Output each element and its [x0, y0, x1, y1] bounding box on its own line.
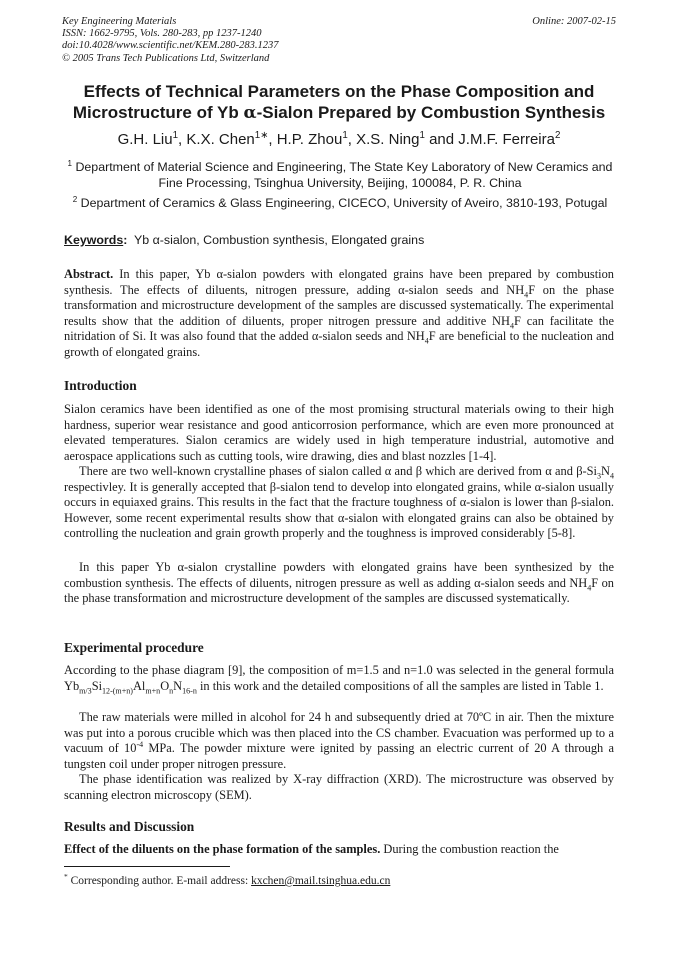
footnote-mark: * — [64, 872, 68, 882]
abstract-sub-2: 4 — [509, 320, 514, 330]
exp-p2-sup: -4 — [136, 739, 144, 749]
experimental-heading: Experimental procedure — [64, 640, 204, 655]
exp-p1-s1: m/3 — [79, 685, 92, 695]
issn-line: ISSN: 1662-9795, Vols. 280-283, pp 1237-1240 — [62, 28, 262, 40]
affiliation-2-num: 2 — [72, 194, 78, 204]
sep-1: , — [178, 131, 187, 148]
intro-p2-sub1: 3 — [596, 471, 602, 481]
author-1-affil: 1 — [172, 130, 179, 141]
keywords-text: Yb α-sialon, Combustion synthesis, Elongated grains — [134, 233, 425, 247]
title-line-2 — [40, 102, 638, 124]
keywords-colon: : — [123, 233, 128, 247]
affiliation-2-text: Department of Ceramics & Glass Engineering, CICECO, University of Aveiro, 3810-193, Potugal — [80, 196, 608, 210]
footnote-divider — [64, 866, 230, 867]
abstract-part-2: F on the phase transformation and microstructure development of the samples are discussed systematically. The experimental results show that the addition of diluents, proper nitrogen pressure and additive NH — [64, 282, 614, 328]
intro-p2-b: N — [601, 464, 610, 478]
intro-p3-a: In this paper Yb α-sialon crystalline powders with elongated grains have been synthesized by the combustion synthesis. The effects of diluents, nitrogen pressure as well as adding α-sialon seeds and NH — [64, 560, 614, 590]
author-1: G.H. Liu — [117, 131, 173, 148]
title-part-b: -Sialon Prepared by Combustion Synthesis — [256, 103, 606, 122]
abstract-label: Abstract. — [64, 267, 114, 281]
affiliation-1-num: 1 — [67, 158, 73, 168]
author-2-affil — [255, 130, 269, 141]
abstract-sub-1: 4 — [524, 289, 529, 299]
intro-p2-a: There are two well-known crystalline phases of sialon called α and β which are derived from α and β-Si — [79, 464, 597, 478]
affiliation-2 — [62, 196, 618, 212]
author-4-affil: 1 — [419, 130, 425, 141]
exp-p1-s3: m+n — [145, 685, 161, 695]
experimental-paragraph-2 — [64, 710, 614, 772]
introduction-heading: Introduction — [64, 378, 137, 393]
intro-p2-c: respectivley. It is generally accepted that β-sialon tend to develop into elongated grains, while α-sialon usually occurs in equiaxed grains. This results in the fact that the fracture toughness of α-sialon is lower than β-sialon. However, some recent experimental results show that α-sialon with elongated grains can also be obtained by controlling the nucleation and grain growth properly and the toughness is improved considerably [5-8]. — [64, 479, 614, 540]
journal-header — [62, 16, 616, 65]
exp-p1-s2: 12-(m+n) — [102, 685, 133, 695]
results-paragraph-1 — [64, 842, 614, 858]
title-line-1: Effects of Technical Parameters on the Phase Composition and — [83, 82, 595, 101]
intro-p3-b: F on the phase transformation and microstructure development of the samples are discussed systematically. — [64, 575, 614, 605]
title-alpha: α — [243, 103, 257, 123]
results-subheading: Effect of the diluents on the phase formation of the samples. — [64, 842, 381, 856]
abstract-part-3: F can facilitate the nitridation of Si. It was also found that the added α-sialon seeds and NH — [64, 313, 615, 343]
intro-paragraph-2 — [64, 464, 614, 542]
abstract-sub-3: 4 — [424, 336, 429, 346]
exp-p1-s4: n — [169, 685, 174, 695]
author-4: X.S. Ning — [356, 131, 420, 148]
footnote-text: Corresponding author. E-mail address: — [67, 875, 252, 887]
author-and: and — [424, 131, 459, 148]
email-link[interactable]: kxchen@mail.tsinghua.edu.cn — [251, 875, 391, 887]
abstract-part-1: In this paper, Yb α-sialon powders with elongated grains have been prepared by combustion synthesis. The effects of diluents, nitrogen pressure, adding α-sialon seeds and NH — [64, 267, 614, 297]
experimental-paragraph-3: The phase identification was realized by X-ray diffraction (XRD). The microstructure was observed by scanning electron microscopy (SEM). — [64, 772, 614, 802]
footnote — [64, 874, 390, 888]
intro-paragraph-3 — [64, 560, 614, 607]
keywords — [64, 233, 618, 248]
author-3: H.P. Zhou — [276, 131, 343, 148]
exp-p2-b: MPa. The powder mixture were ignited by passing an electric current of 20 A through a tungsten coil under proper nitrogen pressure. — [64, 741, 614, 771]
author-2-affil-num: 1 — [254, 130, 261, 141]
exp-p2-a: The raw materials were milled in alcohol for 24 h and subsequently dried at 70ºC in air. Then the mixture was put into a porous crucible which was then placed into the CS chamber. Evacuation was performed up to a vacuum of 10 — [64, 710, 614, 755]
keywords-label: Keywords — [64, 233, 124, 247]
experimental-paragraph-1 — [64, 663, 614, 694]
results-text: During the combustion reaction the — [380, 842, 559, 856]
abstract-part-4: F are beneficial to the nucleation and growth of elongated grains. — [64, 329, 614, 359]
doi-line: doi:10.4028/www.scientific.net/KEM.280-283.1237 — [62, 40, 279, 52]
sep-2: , — [268, 131, 277, 148]
exp-p1-s5: 16-n — [182, 685, 197, 695]
paper-title — [40, 81, 638, 124]
intro-p3-sub: 4 — [587, 582, 592, 592]
online-date: Online: 2007-02-15 — [532, 16, 616, 27]
exp-p1-a: According to the phase diagram [9], the composition of m=1.5 and n=1.0 was selected in the general formula Yb — [64, 663, 614, 693]
exp-p1-e: N — [173, 678, 183, 693]
author-5: J.M.F. Ferreira — [458, 131, 555, 148]
exp-p1-f: in this work and the detailed compositions of all the samples are listed in Table 1. — [196, 678, 604, 693]
author-list — [40, 131, 638, 149]
author-5-affil: 2 — [554, 130, 561, 141]
title-part-a: Microstructure of Yb — [72, 103, 244, 122]
journal-name: Key Engineering Materials — [62, 16, 177, 27]
exp-p1-b: Si — [91, 678, 103, 693]
results-heading: Results and Discussion — [64, 819, 195, 834]
intro-p2-sub2: 4 — [609, 471, 614, 481]
author-2: K.X. Chen — [186, 131, 255, 148]
abstract — [64, 267, 614, 360]
affiliation-1-text: Department of Material Science and Engineering, The State Key Laboratory of New Ceramics and Fine Processing, Tsinghua University, Beijing, 100084, P. R. China — [75, 160, 613, 190]
sep-3: , — [347, 131, 357, 148]
corresponding-mark: ∗ — [260, 130, 269, 141]
intro-paragraph-1: Sialon ceramics have been identified as one of the most promising structural materials owing to their high hardness, superior wear resistance and good anticorrosion performance, which are even more pronounced at elevated temperatures. Sialon ceramics are widely used in high temperature industrial, automotive and aerospace applications such as cutting tools, wire drawing, dies and blast nozzles [1-4]. — [64, 402, 614, 463]
affiliation-1 — [62, 160, 618, 191]
exp-p1-c: Al — [132, 678, 146, 693]
exp-p1-d: O — [160, 678, 170, 693]
author-3-affil: 1 — [342, 130, 348, 141]
copyright-line: © 2005 Trans Tech Publications Ltd, Switzerland — [62, 52, 270, 64]
